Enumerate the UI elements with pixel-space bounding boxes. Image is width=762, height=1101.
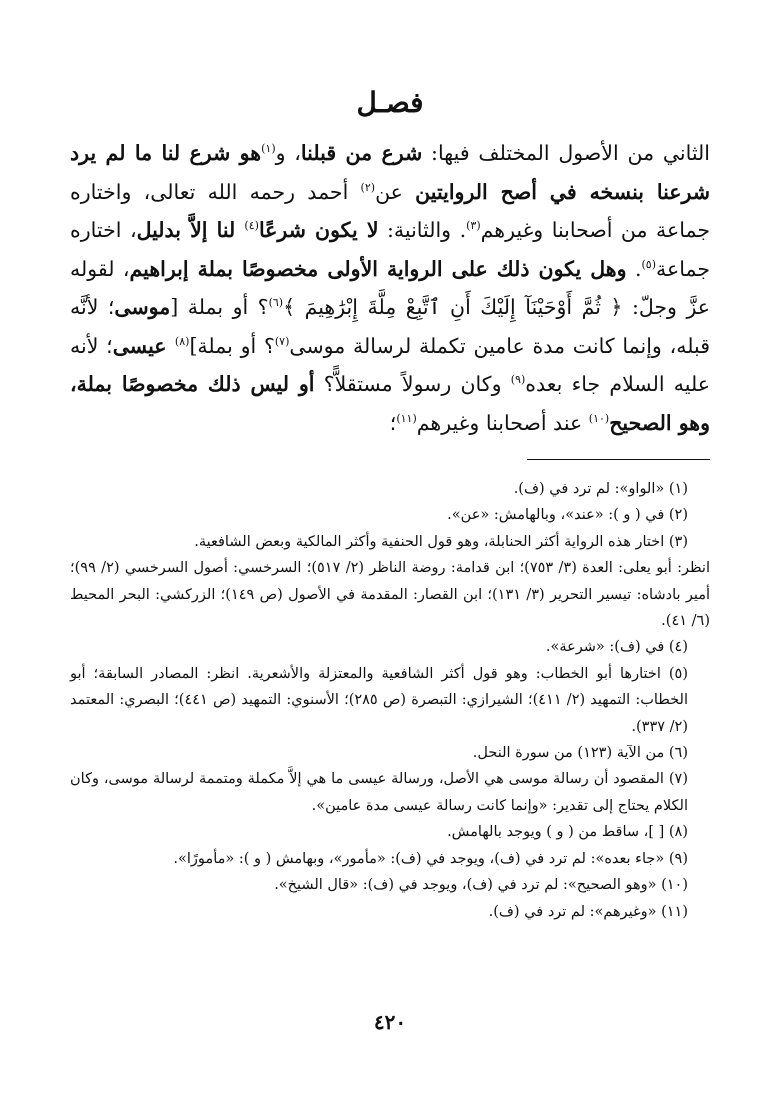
footnote-ref-3[interactable]: (٣) — [466, 219, 481, 233]
text-segment: ؛ لأنه عليه السلام جاء بعده — [70, 333, 710, 396]
bold-phrase: عيسى — [112, 333, 175, 358]
footnote-item: (١١) «وغيرهم»: لم ترد في (ف). — [488, 903, 688, 920]
book-page — [70, 0, 710, 1101]
quran-quote: ، لقوله عزَّ وجلّ: ﴿ ثُمَّ أَوْحَيْنَآ إِلَيْكَ أَنِ ٱتَّبِعْ مِلَّةَ إِبْرَٰهِيمَ ﴾ — [70, 256, 710, 319]
footnote-ref-4[interactable]: (٤) — [244, 219, 259, 233]
footnote-divider — [527, 459, 710, 460]
bold-phrase: وهل يكون ذلك على الرواية الأولى مخصوصًا بملة إبراهيم — [129, 256, 627, 281]
footnote-item: (١٠) «وهو الصحيح»: لم ترد في (ف)، ويوجد في (ف): «قال الشيخ». — [274, 877, 688, 894]
bold-phrase: شرع من قبلنا — [300, 141, 423, 165]
footnote-item: (٤) في (ف): «شرعة». — [545, 639, 688, 656]
footnote-item: (٥) اختارها أبو الخطاب: وهو قول أكثر الشافعية والمعتزلة والأشعرية. انظر: المصادر السابقة؛ أبو الخطاب: التمهيد (٢/ ٤١١)؛ الشيرازي: التبصرة (ص ٢٨٥)؛ الأسنوي: التمهيد (ص ٤٤١)؛ البصري: المعتمد (٢/ ٣٣٧). — [70, 665, 689, 735]
bold-phrase: أو ليس ذلك مخصوصًا بملة، وهو الصحيح — [70, 372, 710, 435]
text-segment: عند أصحابنا وغيرهم — [416, 410, 589, 435]
section-heading: فصـل — [356, 86, 424, 119]
footnote-ref-8[interactable]: (٨) — [174, 334, 190, 348]
text-segment: ؟ أو بملة] — [189, 333, 275, 358]
bold-phrase: لا يكون شرعًا — [258, 218, 379, 242]
footnotes — [70, 476, 710, 925]
footnote-item: (٧) المقصود أن رسالة موسى هي الأصل، ورسالة عيسى ما هي إلاَّ مكملة ومتممة لرسالة موسى، وكان الكلام يحتاج إلى تقدير: «وإنما كانت رسالة عيسى مدة عامين». — [70, 771, 688, 814]
bold-phrase: موسى — [114, 295, 171, 319]
text-segment: ، اختاره جماعة — [70, 218, 710, 281]
intro-text: الثاني من الأصول المختلف فيها: — [422, 141, 711, 165]
bold-phrase: هو شرع لنا ما لم يرد شرعنا بنسخه في أصح الروايتين — [70, 141, 711, 204]
footnote-item: (١) «الواو»: لم ترد في (ف). — [513, 481, 688, 497]
footnote-ref-11[interactable]: (١١) — [396, 411, 417, 425]
main-text — [70, 134, 710, 442]
footnote-ref-1[interactable]: (١) — [261, 142, 276, 156]
text-segment: ؛ لأنَّه قبله، وإنما كانت مدة عامين تكملة لرسالة موسى — [70, 295, 710, 358]
text-segment: . — [626, 256, 642, 281]
footnote-ref-10[interactable]: (١٠) — [588, 411, 610, 425]
main-paragraph — [70, 134, 710, 442]
text-segment: أحمد رحمه الله تعالى، واختاره جماعة من أصحابنا وغيرهم — [70, 179, 710, 242]
footnote-item: (٦) من الآية (١٢٣) من سورة النحل. — [472, 745, 688, 762]
footnote-item: (٩) «جاء بعده»: لم ترد في (ف)، ويوجد في (ف): «مأمور»، وبهامش ( و ): «مأمورًا». — [173, 850, 688, 867]
text-segment: . والثانية: — [378, 218, 467, 242]
footnote-item: (٢) في ( و ): «عند»، وبالهامش: «عن». — [447, 507, 688, 524]
footnote-ref-9[interactable]: (٩) — [510, 373, 526, 387]
bold-phrase: لنا إلاَّ بدليل — [136, 218, 245, 242]
footnote-item: انظر: أبو يعلى: العدة (٣/ ٧٥٣)؛ ابن قدامة: روضة الناظر (٢/ ٥١٧)؛ السرخسي: أصول السرخسي (٢/ ٩٩)؛ أمير بادشاه: تيسير التحرير (٣/ ١٣١)؛ ابن القصار: المقدمة في الأصول (ص ١٤٩)؛ الزركشي: البحر المحيط (٦/ ٤١). — [70, 560, 711, 630]
footnote-ref-2[interactable]: (٢) — [360, 180, 376, 194]
text-segment: ؛ — [389, 410, 397, 435]
text-segment: ، و — [275, 141, 301, 165]
footnote-ref-7[interactable]: (٧) — [274, 334, 290, 348]
text-segment: وكان رسولاً مستقلاًّ؟ — [314, 372, 511, 396]
footnote-ref-5[interactable]: (٥) — [641, 257, 656, 271]
footnote-ref-6[interactable]: (٦) — [268, 296, 284, 310]
page-number: ٤٢٠ — [373, 1010, 407, 1034]
footnote-item: (٣) اختار هذه الرواية أكثر الحنابلة، وهو قول الحنفية وأكثر المالكية وبعض الشافعية. — [194, 533, 688, 550]
text-segment: ؟ أو بملة [ — [170, 295, 269, 319]
text-segment: عن — [375, 179, 416, 204]
footnote-item: (٨) [ ]، ساقط من ( و ) ويوجد بالهامش. — [447, 824, 688, 841]
